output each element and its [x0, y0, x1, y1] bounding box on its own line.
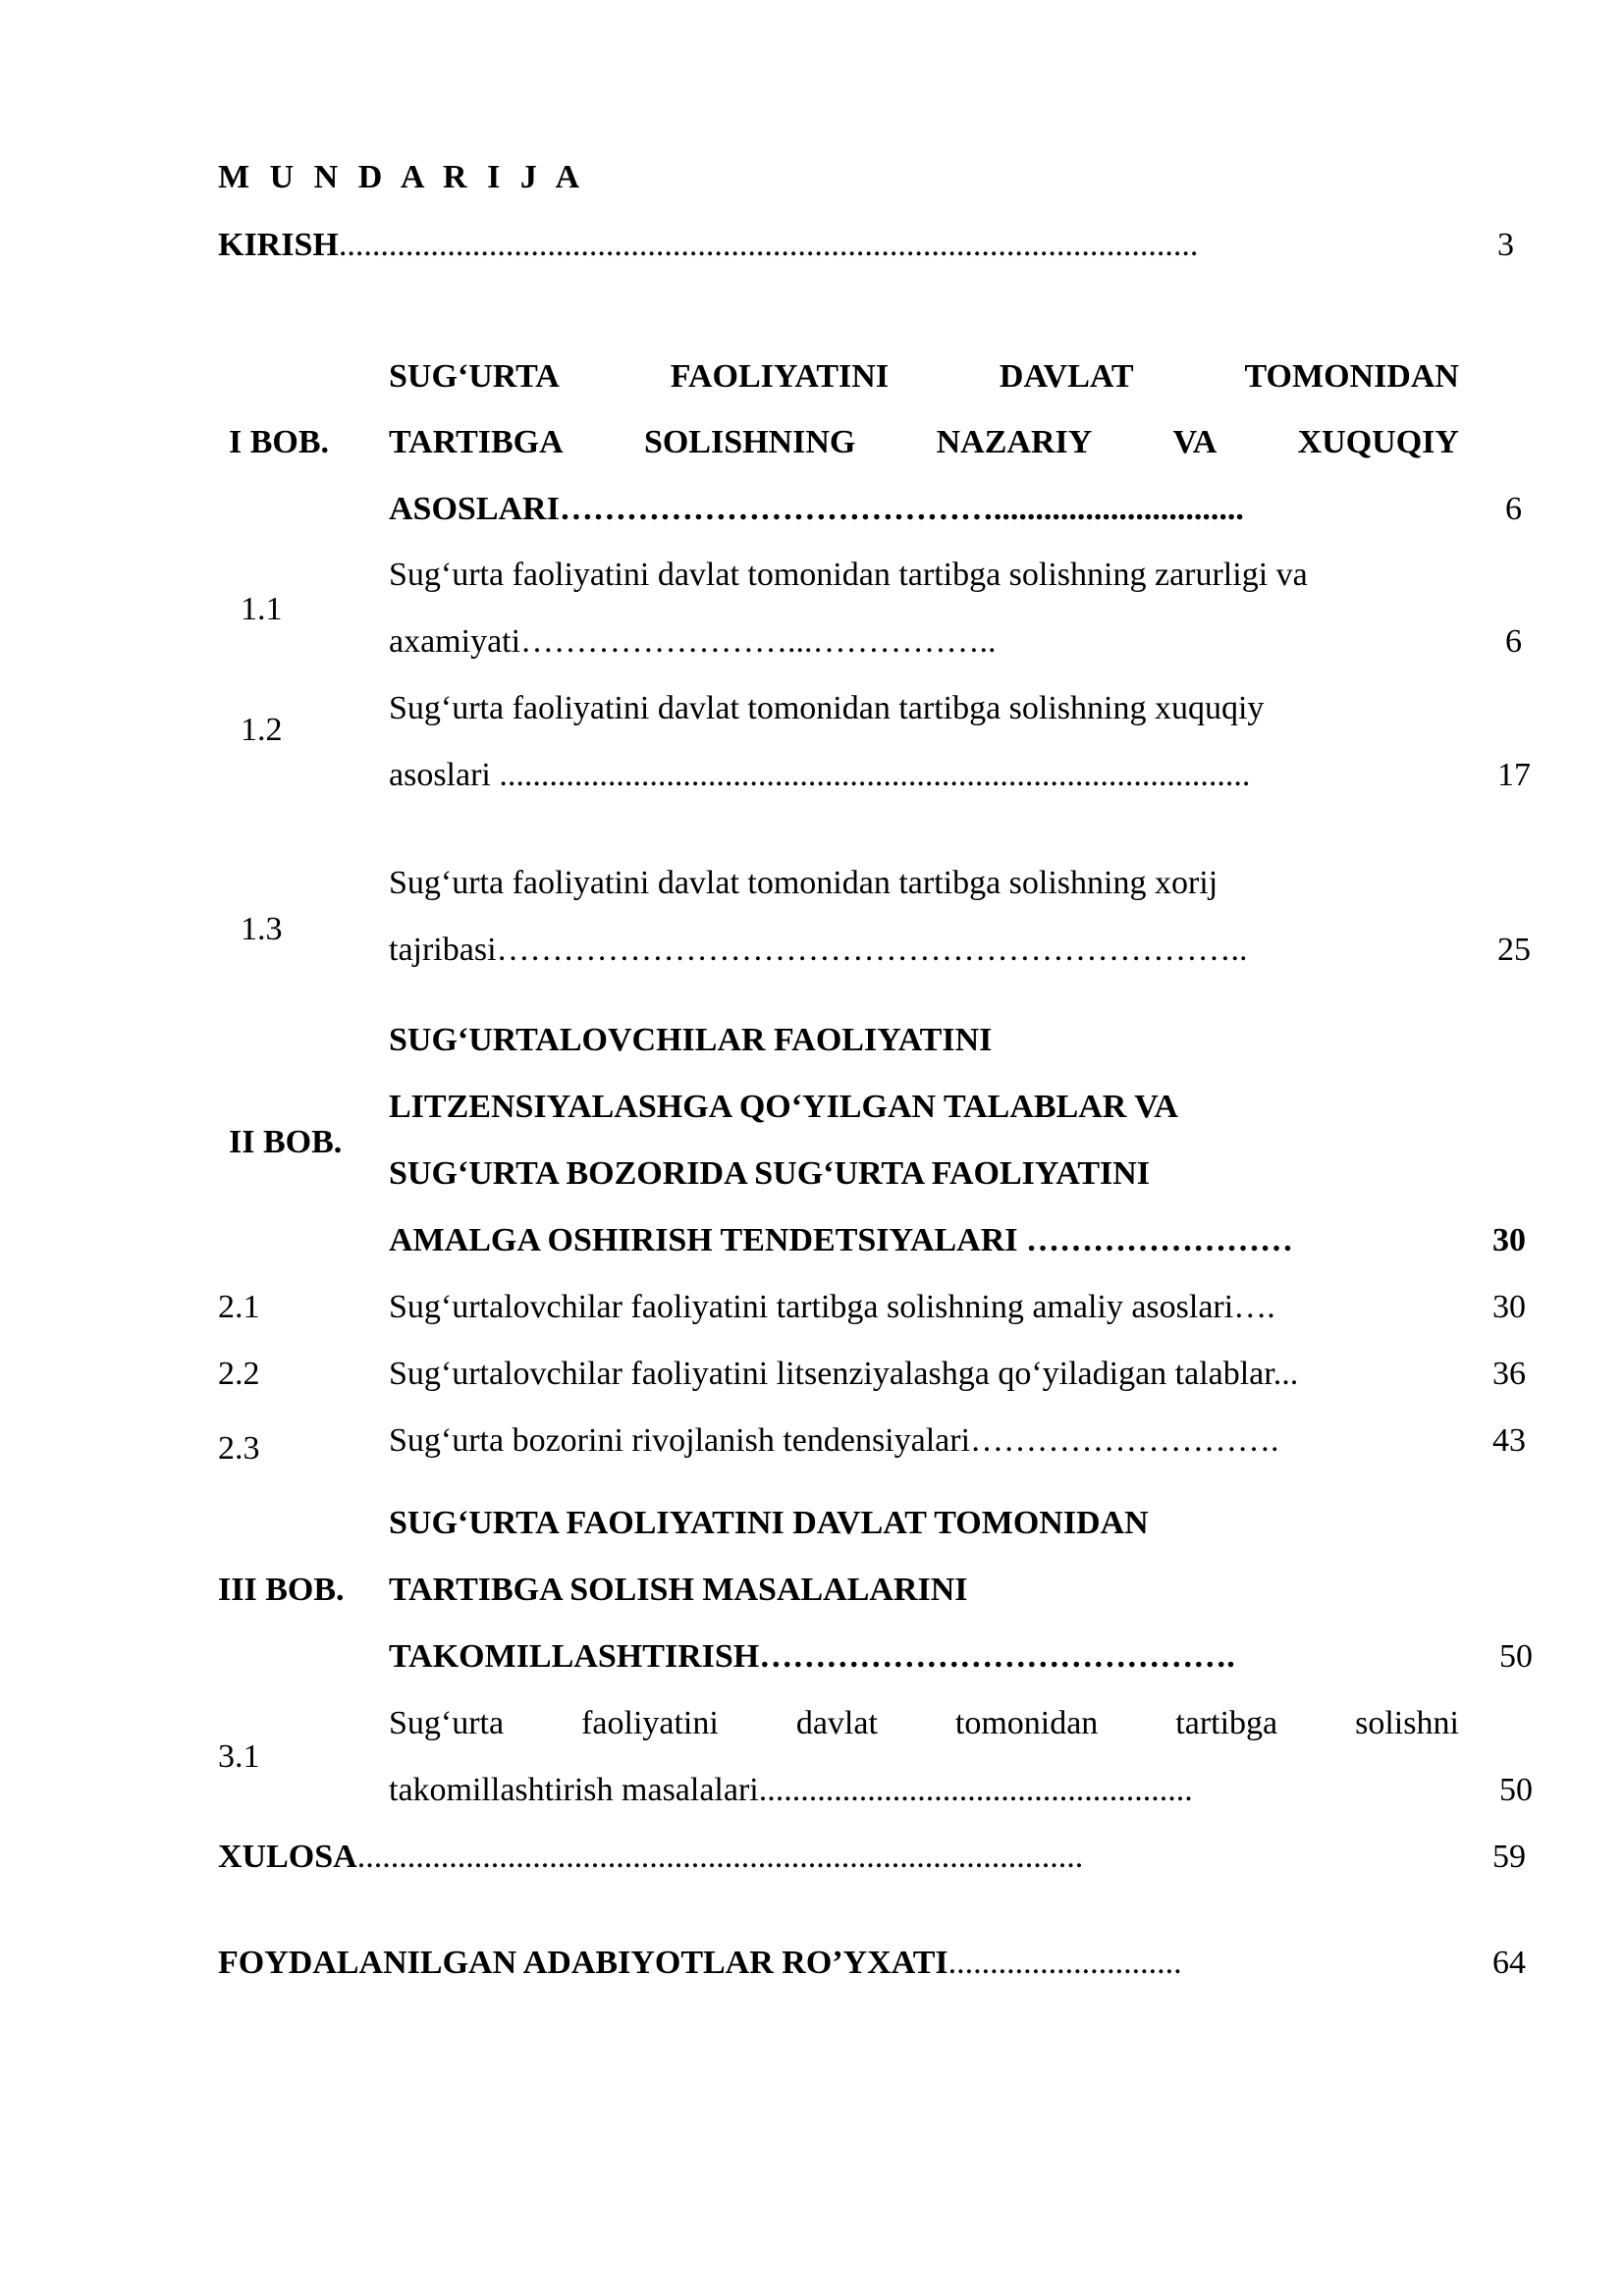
- toc-section-title-line[interactable]: tajribasi…………………………………………………………..: [389, 932, 1248, 968]
- toc-section-title-line[interactable]: asoslari ..........................................................................................: [389, 757, 1251, 793]
- word: NAZARIY: [936, 424, 1093, 460]
- toc-chapter-number: I BOB.: [229, 424, 330, 460]
- toc-section-number: 2.1: [218, 1289, 260, 1325]
- word: XUQUQIY: [1297, 424, 1459, 460]
- word: faoliyatini: [581, 1705, 719, 1741]
- toc-page-number: 50: [1499, 1772, 1533, 1808]
- toc-page-number: 36: [1492, 1356, 1526, 1392]
- toc-section-number: 1.3: [241, 911, 283, 947]
- word: DAVLAT: [999, 358, 1134, 395]
- toc-page-number: 50: [1499, 1638, 1533, 1675]
- toc-entry-references[interactable]: [218, 1947, 1182, 1980]
- toc-page-number: 17: [1497, 757, 1531, 793]
- word: davlat: [795, 1705, 878, 1741]
- toc-entry-label: XULOSA: [218, 1839, 357, 1875]
- toc-chapter-number: II BOB.: [229, 1124, 343, 1160]
- toc-page-number: 30: [1492, 1289, 1526, 1325]
- toc-page-number: 6: [1505, 491, 1522, 527]
- toc-leader-dots: .......................................................................................: [356, 1839, 1084, 1875]
- toc-entry-kirish[interactable]: [218, 229, 1198, 262]
- toc-chapter-title-line[interactable]: AMALGA OSHIRISH TENDETSIYALARI ……………………: [389, 1222, 1294, 1258]
- toc-section-number: 2.2: [218, 1356, 260, 1392]
- toc-section-title-line[interactable]: axamiyati……………………...……………..: [389, 623, 997, 660]
- toc-section-number: 2.3: [218, 1430, 260, 1467]
- toc-chapter-title-line[interactable]: ASOSLARI…………………………………..............................: [389, 491, 1244, 527]
- toc-chapter-title-line[interactable]: LITZENSIYALASHGA QO‘YILGAN TALABLAR VA: [389, 1089, 1178, 1125]
- word: tartibga: [1175, 1705, 1278, 1741]
- toc-page-number: 43: [1492, 1422, 1526, 1459]
- toc-section-title-line[interactable]: Sug‘urtalovchilar faoliyatini litsenziyalashga qo‘yiladigan talablar...: [389, 1356, 1299, 1392]
- word: tomonidan: [954, 1705, 1099, 1741]
- toc-chapter-title-line[interactable]: [389, 360, 1459, 394]
- word: TARTIBGA: [389, 424, 564, 460]
- toc-page-number: 25: [1497, 932, 1531, 968]
- toc-chapter-title-line[interactable]: TARTIBGA SOLISH MASALALARINI: [389, 1572, 968, 1608]
- toc-section-title-line[interactable]: Sug‘urta bozorini rivojlanish tendensiyalari……………………….: [389, 1422, 1279, 1459]
- toc-section-number: 1.2: [241, 712, 283, 748]
- word: SUG‘URTA: [389, 358, 560, 395]
- word: SOLISHNING: [643, 424, 856, 460]
- word: solishni: [1355, 1705, 1459, 1741]
- word: Sug‘urta: [389, 1705, 505, 1741]
- toc-chapter-title-line[interactable]: SUG‘URTALOVCHILAR FAOLIYATINI: [389, 1022, 993, 1058]
- word: TOMONIDAN: [1244, 358, 1459, 395]
- toc-leader-dots: ............................: [947, 1945, 1182, 1981]
- word: VA: [1172, 424, 1218, 460]
- toc-chapter-title-line[interactable]: TAKOMILLASHTIRISH…………………………………….: [389, 1638, 1235, 1675]
- toc-section-title-line[interactable]: Sug‘urta faoliyatini davlat tomonidan tartibga solishning xuquqiy: [389, 690, 1265, 726]
- toc-section-title-line[interactable]: Sug‘urta faoliyatini davlat tomonidan tartibga solishning zarurligi va: [389, 557, 1308, 593]
- toc-section-title-line[interactable]: takomillashtirish masalalari....................................................: [389, 1772, 1193, 1808]
- toc-leader-dots: .......................................................................................................: [338, 227, 1199, 263]
- toc-section-number: 3.1: [218, 1738, 260, 1775]
- toc-chapter-number: III BOB.: [218, 1572, 345, 1608]
- toc-section-title-line[interactable]: [389, 1707, 1459, 1740]
- toc-page-number: 30: [1492, 1222, 1526, 1258]
- toc-chapter-title-line[interactable]: [389, 426, 1459, 459]
- toc-page-number: 59: [1492, 1839, 1526, 1875]
- toc-chapter-title-line[interactable]: SUG‘URTA FAOLIYATINI DAVLAT TOMONIDAN: [389, 1505, 1149, 1541]
- toc-title: M U N D A R I J A: [218, 159, 586, 195]
- word: FAOLIYATINI: [670, 358, 890, 395]
- toc-page-number: 3: [1497, 227, 1514, 263]
- toc-entry-label: FOYDALANILGAN ADABIYOTLAR RO’YXATI: [218, 1945, 948, 1981]
- toc-section-title-line[interactable]: Sug‘urtalovchilar faoliyatini tartibga solishning amaliy asoslari….: [389, 1289, 1275, 1325]
- toc-entry-label: KIRISH: [218, 227, 339, 263]
- toc-page-number: 6: [1505, 623, 1522, 660]
- toc-page-number: 64: [1492, 1945, 1526, 1981]
- toc-chapter-title-line[interactable]: SUG‘URTA BOZORIDA SUG‘URTA FAOLIYATINI: [389, 1155, 1151, 1192]
- toc-section-number: 1.1: [241, 591, 283, 627]
- toc-section-title-line[interactable]: Sug‘urta faoliyatini davlat tomonidan tartibga solishning xorij: [389, 865, 1218, 901]
- toc-entry-xulosa[interactable]: [218, 1841, 1083, 1874]
